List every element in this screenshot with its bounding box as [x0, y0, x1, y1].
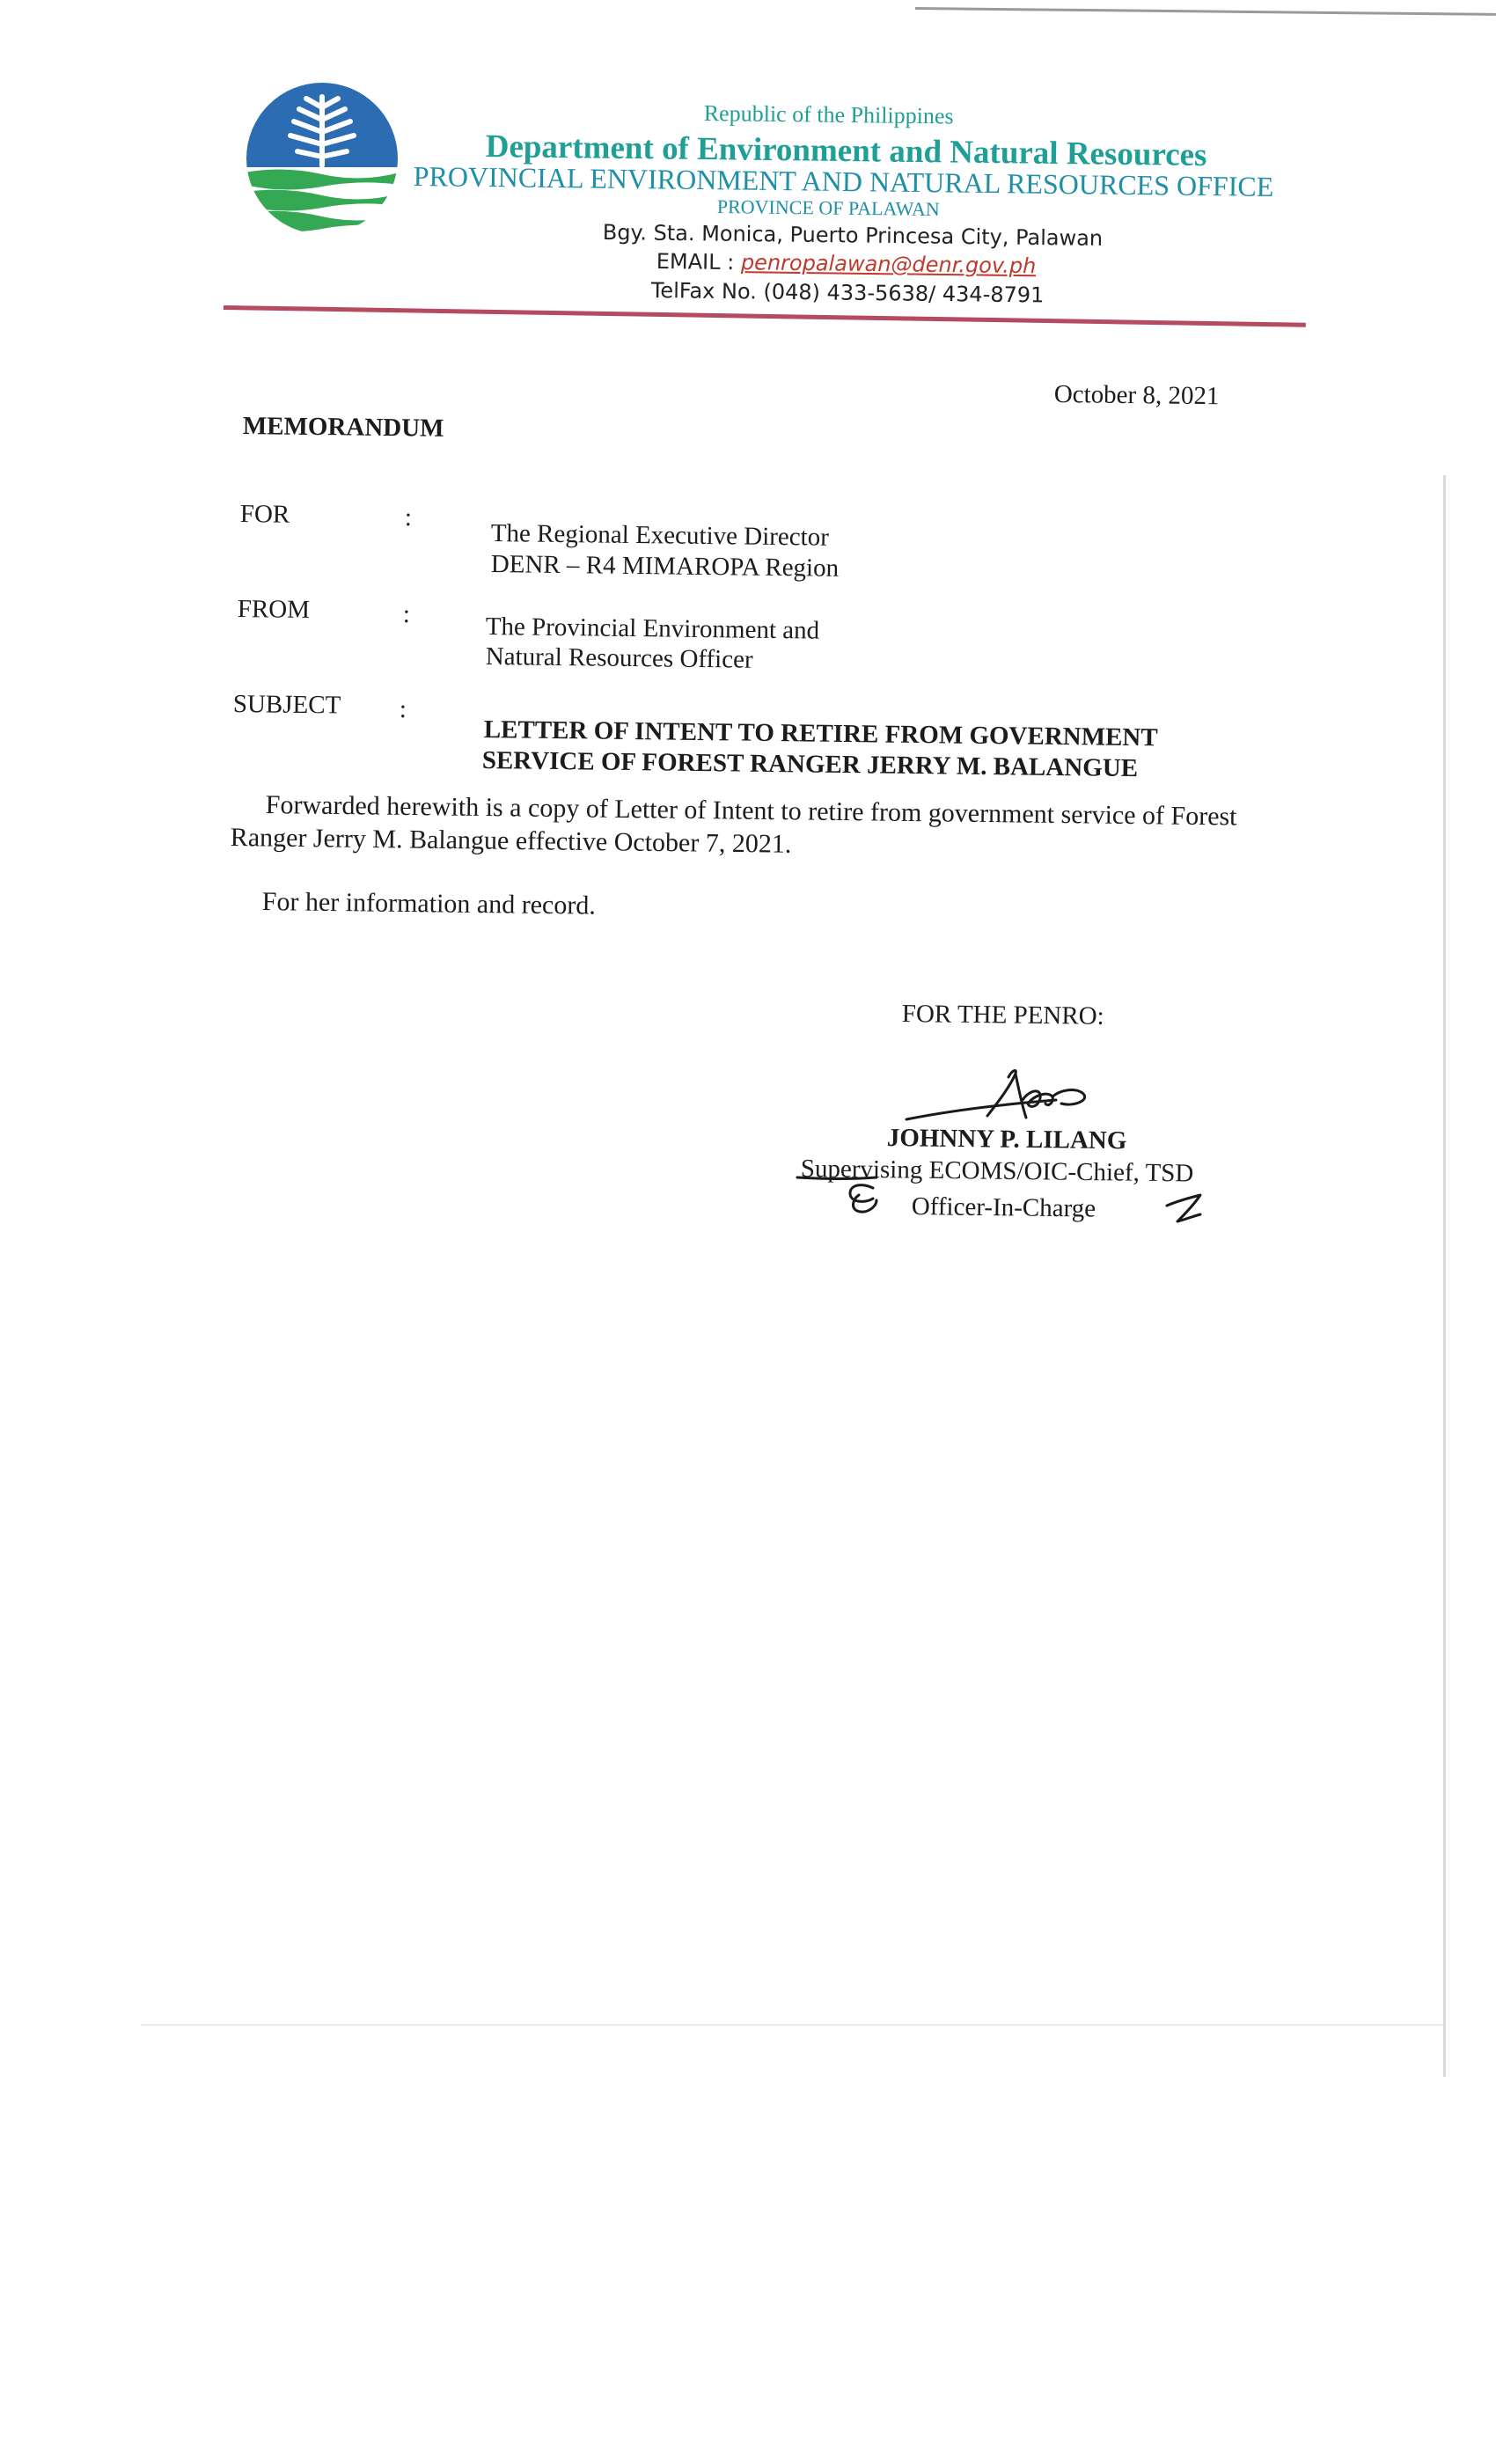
from-sender-line2: Natural Resources Officer — [485, 642, 753, 674]
email-link[interactable]: penropalawan@denr.gov.ph — [740, 250, 1037, 279]
body-paragraph-line2: Ranger Jerry M. Balangue effective October 7, 2021. — [230, 823, 792, 859]
closing-line: For her information and record. — [261, 887, 597, 920]
letterhead-email-line — [656, 249, 1037, 278]
body-paragraph-line1: Forwarded herewith is a copy of Letter of Intent to retire from government service of Forest — [265, 790, 1237, 832]
signatory-title: Supervising ECOMS/OIC-Chief, TSD — [800, 1155, 1194, 1188]
for-recipient-line1: The Regional Executive Director — [490, 519, 830, 552]
header-divider — [224, 305, 1306, 327]
memo-title: MEMORANDUM — [242, 412, 444, 443]
email-label: EMAIL : — [656, 249, 742, 275]
subject-label: SUBJECT — [232, 690, 341, 720]
from-colon: : — [402, 600, 411, 629]
for-recipient-line2: DENR – R4 MIMAROPA Region — [490, 550, 840, 583]
letterhead-address: Bgy. Sta. Monica, Puerto Princesa City, Palawan — [602, 220, 1104, 251]
letterhead-republic: Republic of the Philippines — [703, 100, 954, 129]
denr-logo-icon — [245, 81, 400, 236]
scan-border-top — [915, 7, 1496, 16]
subject-colon: : — [399, 695, 407, 724]
letterhead-province: PROVINCE OF PALAWAN — [716, 195, 940, 221]
for-the-penro: FOR THE PENRO: — [901, 1000, 1104, 1030]
signatory-name: JOHNNY P. LILANG — [886, 1124, 1127, 1155]
for-colon: : — [404, 503, 413, 532]
scan-border-right — [1443, 475, 1446, 2077]
letterhead-department: Department of Environment and Natural Resources — [485, 128, 1207, 174]
scan-border-bottom — [141, 2024, 1443, 2026]
letterhead-office: PROVINCIAL ENVIRONMENT AND NATURAL RESOURCES OFFICE — [413, 160, 1274, 202]
memo-date: October 8, 2021 — [1053, 380, 1220, 411]
from-sender-line1: The Provincial Environment and — [485, 612, 820, 645]
letterhead-telfax: TelFax No. (048) 433-5638/ 434-8791 — [650, 278, 1045, 308]
from-label: FROM — [237, 595, 311, 625]
for-label: FOR — [239, 500, 290, 529]
subject-line1: LETTER OF INTENT TO RETIRE FROM GOVERNMENT — [483, 715, 1158, 752]
subject-line2: SERVICE OF FOREST RANGER JERRY M. BALANGUE — [481, 746, 1139, 783]
signatory-role: Officer-In-Charge — [911, 1192, 1096, 1223]
